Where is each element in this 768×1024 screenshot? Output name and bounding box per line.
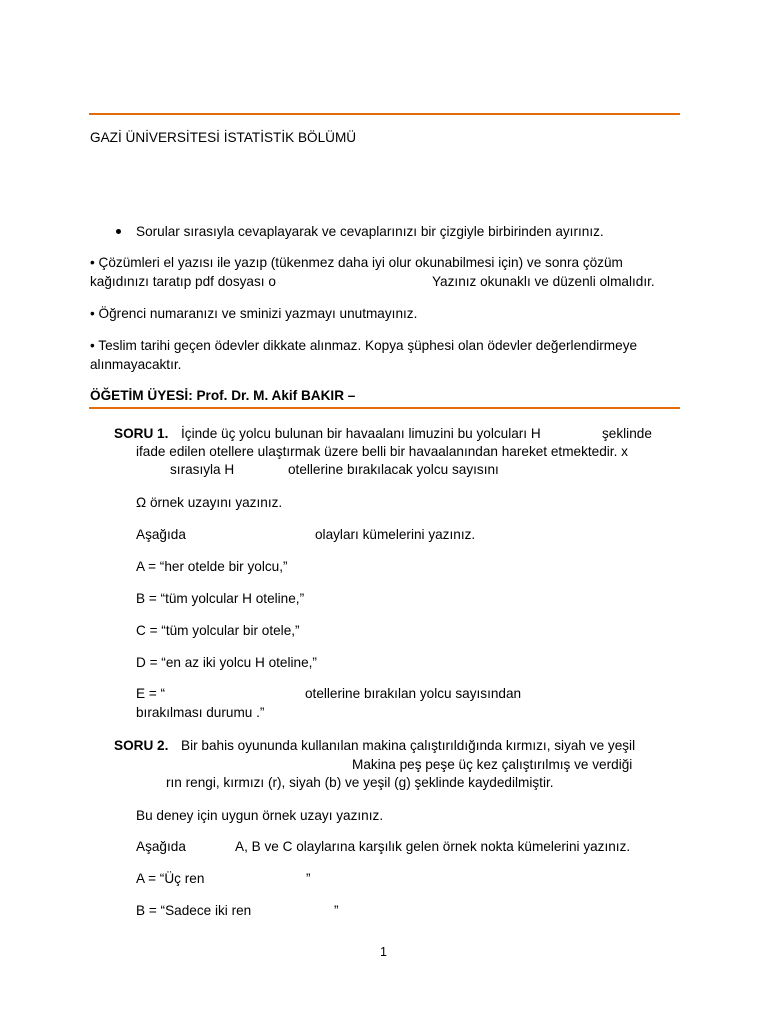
question-2-events-intro-b: A, B ve C olaylarına karşılık gelen örnek nokta kümelerini yazınız. — [235, 839, 631, 854]
question-2-event-b-a: B = “Sadece iki ren — [136, 903, 252, 918]
question-1-sample-space: Ω örnek uzayını yazınız. — [136, 495, 283, 510]
question-1-line-1b: şeklinde — [602, 426, 652, 441]
question-1-line-3a: sırasıyla H — [170, 462, 235, 477]
question-1-events-intro-b: olayları kümelerini yazınız. — [315, 527, 476, 542]
question-1-event-b: B = “tüm yolcular H oteline,” — [136, 591, 305, 606]
question-1-event-a: A = “her otelde bir yolcu,” — [136, 559, 288, 574]
question-1-event-e-a: E = “ — [136, 686, 166, 701]
question-2-line-1: Bir bahis oyununda kullanılan makina çalıştırıldığında kırmızı, siyah ve yeşil — [181, 738, 636, 753]
question-1-line-1: İçinde üç yolcu bulunan bir havaalanı limuzini bu yolcuları H — [181, 426, 541, 441]
question-2-events-intro-a: Aşağıda — [136, 839, 186, 854]
question-2-line-2: Makina peş peşe üç kez çalıştırılmış ve verdiği — [352, 757, 633, 772]
question-1-event-c: C = “tüm yolcular bir otele,” — [136, 623, 300, 638]
question-1-event-e-c: bırakılması durumu .” — [136, 705, 265, 720]
instruction-1: Sorular sırasıyla cevaplayarak ve cevaplarınızı bir çizgiyle birbirinden ayırınız. — [136, 224, 604, 239]
question-1-event-d: D = “en az iki yolcu H oteline,” — [136, 655, 317, 670]
question-2-number: SORU 2. — [114, 738, 169, 753]
instructor-rule — [89, 407, 680, 409]
instruction-4-line-2: alınmayacaktır. — [90, 357, 182, 372]
question-2-line-3: rın rengi, kırmızı (r), siyah (b) ve yeşil (g) şeklinde kaydedilmiştir. — [166, 775, 554, 790]
header-top-rule — [89, 113, 680, 115]
instruction-2-line-2b: Yazınız okunaklı ve düzenli olmalıdır. — [432, 274, 655, 289]
institution-title: GAZİ ÜNİVERSİTESİ İSTATİSTİK BÖLÜMÜ — [90, 130, 357, 145]
question-2-sample-space: Bu deney için uygun örnek uzayı yazınız. — [136, 808, 384, 823]
page-number: 1 — [380, 945, 387, 959]
question-1-line-3b: otellerine bırakılacak yolcu sayısını — [288, 462, 499, 477]
question-2-event-a-b: ” — [306, 871, 311, 886]
question-1-number: SORU 1. — [114, 426, 169, 441]
question-1-line-2: ifade edilen otellere ulaştırmak üzere belli bir havaalanından hareket etmektedir. x — [136, 444, 628, 459]
instruction-2-line-1: • Çözümleri el yazısı ile yazıp (tükenmez daha iyi olur okunabilmesi için) ve sonra çözüm — [90, 255, 623, 270]
instruction-3: • Öğrenci numaranızı ve sminizi yazmayı unutmayınız. — [90, 306, 418, 321]
instruction-4-line-1: • Teslim tarihi geçen ödevler dikkate alınmaz. Kopya şüphesi olan ödevler değerlendirmeye — [90, 338, 638, 353]
question-1-event-e-b: otellerine bırakılan yolcu sayısından — [305, 686, 522, 701]
question-2-event-a-a: A = “Üç ren — [136, 871, 205, 886]
bullet-icon — [116, 229, 121, 234]
question-1-events-intro-a: Aşağıda — [136, 527, 186, 542]
instructor-label: ÖĞETİM ÜYESİ: Prof. Dr. M. Akif BAKIR – — [90, 388, 356, 403]
instruction-2-line-2a: kağıdınızı taratıp pdf dosyası o — [90, 274, 276, 289]
question-2-event-b-b: ” — [334, 903, 339, 918]
